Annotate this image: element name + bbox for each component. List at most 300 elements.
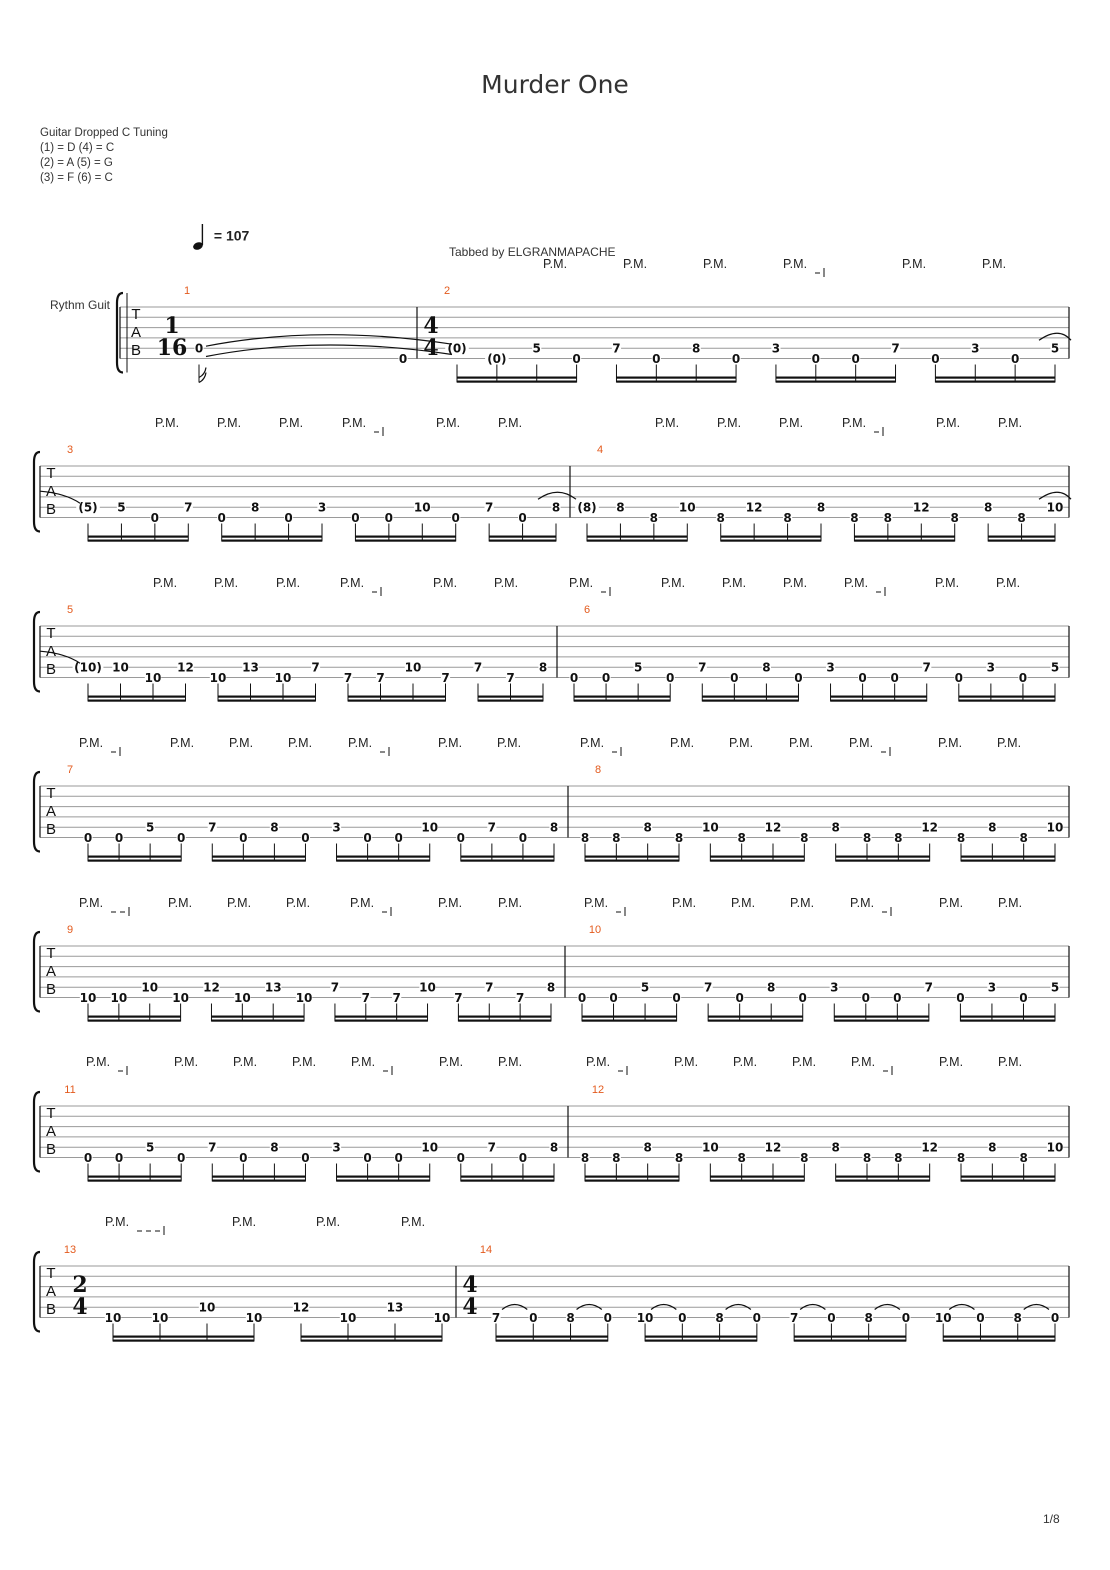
palm-mute-label: P.M. — [232, 1055, 258, 1069]
palm-mute-label: P.M. — [315, 1215, 341, 1229]
fret-number: 0 — [572, 352, 581, 366]
palm-mute-label: P.M. — [285, 896, 311, 910]
tab-clef-b: B — [45, 1141, 57, 1158]
fret-number: 10 — [209, 671, 227, 685]
tab-clef-b: B — [45, 501, 57, 518]
fret-number: 12 — [921, 820, 939, 835]
beam — [478, 696, 543, 698]
palm-mute-label: P.M. — [935, 416, 961, 430]
palm-mute-label: P.M. — [152, 576, 178, 590]
tuning-line-1: (1) = D (4) = C — [40, 142, 115, 154]
fret-number: 7 — [891, 341, 900, 356]
fret-number: 8 — [692, 341, 701, 356]
beam — [702, 696, 798, 698]
palm-mute-label: P.M. — [997, 896, 1023, 910]
palm-mute-label: P.M. — [291, 1055, 317, 1069]
fret-number: 0 — [752, 1311, 762, 1325]
fret-number: 0 — [678, 1311, 687, 1325]
fret-number: 10 — [419, 980, 436, 995]
beam — [478, 700, 543, 702]
palm-mute-label: P.M. — [154, 416, 180, 430]
fret-number: 8 — [894, 1151, 903, 1165]
fret-number: 0 — [798, 991, 807, 1005]
fret-number: 10 — [295, 991, 313, 1005]
beam — [708, 1016, 803, 1018]
beam — [988, 540, 1055, 542]
beam — [834, 1016, 929, 1018]
beam — [335, 1020, 428, 1022]
fret-number: 10 — [934, 1311, 952, 1325]
beam — [88, 1020, 181, 1022]
beam — [211, 1016, 304, 1018]
fret-number: 0 — [451, 511, 460, 525]
beam — [616, 381, 736, 383]
fret-number: 0 — [363, 1151, 372, 1165]
tab-clef-a: A — [45, 803, 57, 820]
beam — [337, 856, 430, 858]
measure-number: 13 — [63, 1244, 77, 1256]
fret-number: 5 — [1050, 660, 1060, 675]
fret-number: 7 — [311, 660, 320, 675]
fret-number: 10 — [79, 991, 97, 1005]
beam — [645, 1336, 757, 1338]
fret-number: 12 — [921, 1140, 939, 1155]
measure-number: 4 — [596, 444, 604, 456]
fret-number: 3 — [830, 980, 839, 995]
beam — [959, 696, 1055, 698]
beam — [988, 536, 1055, 538]
fret-number: 7 — [506, 671, 515, 685]
fret-number: 0 — [363, 831, 372, 845]
fret-number: 3 — [332, 1140, 341, 1155]
fret-number: 10 — [433, 1311, 451, 1325]
palm-mute-label: P.M. — [231, 1215, 257, 1229]
tuning-line-2: (2) = A (5) = G — [40, 157, 113, 169]
palm-mute-label: P.M. — [934, 576, 960, 590]
fret-number: 0 — [901, 1311, 911, 1325]
fret-number: 0 — [301, 831, 310, 845]
tab-clef-t: T — [46, 1265, 56, 1282]
palm-mute-label: P.M. — [493, 576, 519, 590]
fret-number: 8 — [549, 820, 559, 835]
palm-mute-label: P.M. — [843, 576, 869, 590]
beam — [721, 536, 821, 538]
fret-number: 0 — [731, 352, 741, 366]
tie-arc — [206, 345, 452, 357]
beam — [587, 540, 687, 542]
beam — [960, 1020, 1055, 1022]
palm-mute-label: P.M. — [583, 896, 609, 910]
beam — [710, 1176, 804, 1178]
fret-number: 7 — [330, 980, 340, 995]
palm-mute-label: P.M. — [716, 416, 742, 430]
fret-number: 8 — [674, 1151, 684, 1165]
beam — [574, 696, 670, 698]
palm-mute-label: P.M. — [497, 896, 523, 910]
fret-number: 8 — [270, 820, 279, 835]
fret-number: 7 — [789, 1311, 799, 1325]
time-signature-top: 4 — [462, 1272, 478, 1298]
beam — [113, 1340, 254, 1342]
fret-number: 0 — [284, 511, 293, 525]
system-bracket — [34, 1252, 40, 1332]
tab-clef-a: A — [45, 483, 57, 500]
tab-clef-b: B — [130, 342, 142, 359]
tab-clef-t: T — [46, 1105, 56, 1122]
fret-number: 0 — [150, 511, 160, 525]
tab-credit: Tabbed by ELGRANMAPACHE — [449, 245, 616, 259]
palm-mute-label: P.M. — [995, 576, 1021, 590]
fret-number: 8 — [894, 831, 903, 845]
palm-mute-label: P.M. — [848, 736, 874, 750]
fret-number: 5 — [145, 1140, 155, 1155]
fret-number: 7 — [208, 820, 217, 835]
beam — [708, 1020, 803, 1022]
fret-number: 3 — [317, 500, 327, 515]
beam — [335, 1016, 428, 1018]
beam — [461, 1180, 554, 1182]
fret-number: 8 — [566, 1311, 575, 1325]
palm-mute-label: P.M. — [226, 896, 252, 910]
fret-number: 8 — [643, 820, 652, 835]
fret-number: 10 — [110, 991, 128, 1005]
beam — [496, 1336, 608, 1338]
palm-mute-label: P.M. — [496, 736, 522, 750]
fret-number: 0 — [1018, 671, 1028, 685]
beam — [489, 540, 556, 542]
fret-number: 12 — [177, 660, 194, 675]
fret-number: 0 — [893, 991, 902, 1005]
fret-number: 0 — [956, 991, 965, 1005]
fret-number: 7 — [473, 660, 483, 675]
fret-number: 0 — [1010, 352, 1020, 366]
fret-number: 10 — [701, 1140, 719, 1155]
fret-number: 10 — [144, 671, 162, 685]
beam — [854, 536, 954, 538]
palm-mute-label: P.M. — [497, 416, 523, 430]
beam — [218, 700, 316, 702]
fret-number: 3 — [986, 660, 996, 675]
beam — [337, 860, 430, 862]
beam — [961, 1180, 1055, 1182]
palm-mute-label: P.M. — [585, 1055, 611, 1069]
beam — [961, 1176, 1055, 1178]
beam — [943, 1340, 1055, 1342]
fret-number: 0 — [217, 511, 226, 525]
palm-mute-label: P.M. — [278, 416, 304, 430]
beam — [337, 1176, 430, 1178]
fret-number: 8 — [715, 1311, 724, 1325]
palm-mute-label: P.M. — [669, 736, 695, 750]
tab-clef-b: B — [45, 981, 57, 998]
palm-mute-label: P.M. — [730, 896, 756, 910]
beam — [836, 856, 930, 858]
beam — [854, 540, 954, 542]
fret-number: 8 — [612, 1151, 621, 1165]
palm-mute-label: P.M. — [497, 1055, 523, 1069]
fret-number: 5 — [1050, 980, 1060, 995]
measure-number: 14 — [479, 1244, 493, 1256]
beam — [88, 536, 188, 538]
tie-arc — [1039, 492, 1071, 499]
beam — [794, 1336, 906, 1338]
beam — [457, 381, 577, 383]
fret-number: 3 — [971, 341, 980, 356]
time-signature-top: 1 — [164, 313, 180, 339]
system-bracket — [34, 1092, 40, 1172]
fret-number: 8 — [737, 1151, 746, 1165]
fret-number: 8 — [762, 660, 771, 675]
fret-number: 5 — [532, 341, 541, 356]
page-number: 1/8 — [1043, 1512, 1060, 1526]
fret-number: 0 — [811, 352, 820, 366]
palm-mute-label: P.M. — [85, 1055, 111, 1069]
fret-number: 8 — [737, 831, 746, 845]
system-bracket — [34, 772, 40, 852]
palm-mute-label: P.M. — [841, 416, 867, 430]
palm-mute-label: P.M. — [432, 576, 458, 590]
beam — [585, 1180, 679, 1182]
fret-number: 8 — [612, 831, 621, 845]
fret-number: 10 — [245, 1311, 263, 1325]
fret-number: 10 — [678, 500, 696, 515]
beam — [348, 700, 446, 702]
fret-number: 0 — [976, 1311, 985, 1325]
fret-number: 0 — [1050, 1311, 1060, 1325]
fret-number: 8 — [862, 831, 872, 845]
tab-clef-t: T — [46, 945, 56, 962]
fret-number: 8 — [767, 980, 776, 995]
tab-clef-a: A — [130, 324, 142, 341]
fret-number: 0 — [114, 831, 124, 845]
measure-number: 8 — [594, 764, 602, 776]
fret-number: 8 — [643, 1140, 652, 1155]
fret-number: 13 — [386, 1300, 404, 1315]
fret-number: 10 — [413, 500, 431, 515]
beam — [959, 700, 1055, 702]
palm-mute-label: P.M. — [996, 736, 1022, 750]
song-title: Murder One — [481, 70, 629, 99]
fret-number: 8 — [783, 511, 792, 525]
tempo-value: = 107 — [213, 227, 250, 244]
palm-mute-label: P.M. — [778, 416, 804, 430]
beam — [776, 381, 896, 383]
fret-number: 5 — [145, 820, 155, 835]
time-signature-bottom: 16 — [156, 335, 188, 361]
beam — [836, 860, 930, 862]
fret-number: 13 — [242, 660, 259, 675]
fret-number: 0 — [83, 1151, 93, 1165]
palm-mute-label: P.M. — [173, 1055, 199, 1069]
beam — [355, 540, 455, 542]
beam — [461, 856, 554, 858]
tuning-line-3: (3) = F (6) = C — [40, 172, 113, 184]
beam — [935, 377, 1055, 379]
fret-number: 7 — [208, 1140, 217, 1155]
fret-number: 12 — [912, 500, 930, 515]
fret-number: 8 — [831, 1140, 840, 1155]
fret-number: 8 — [950, 511, 959, 525]
system-bracket — [34, 932, 40, 1012]
fret-number: 8 — [546, 980, 556, 995]
tie-arc — [1039, 333, 1071, 340]
fret-number: 0 — [735, 991, 744, 1005]
fret-number: (8) — [577, 500, 597, 515]
beam — [458, 1016, 551, 1018]
tab-clef-t: T — [46, 465, 56, 482]
fret-number: 7 — [441, 671, 450, 685]
beam — [88, 1176, 181, 1178]
fret-number: 0 — [194, 341, 204, 356]
palm-mute-label: P.M. — [671, 896, 697, 910]
fret-number: 8 — [800, 1151, 809, 1165]
fret-number: 8 — [549, 1140, 559, 1155]
fret-number: 0 — [398, 352, 408, 366]
beam — [776, 377, 896, 379]
fret-number: 8 — [883, 511, 893, 525]
fret-number: 10 — [404, 660, 422, 675]
beam — [113, 1336, 254, 1338]
fret-number: 8 — [1017, 511, 1026, 525]
palm-mute-label: P.M. — [660, 576, 686, 590]
fret-number: (5) — [78, 500, 98, 515]
palm-mute-label: P.M. — [622, 257, 648, 271]
palm-mute-label: P.M. — [169, 736, 195, 750]
fret-number: 12 — [764, 820, 782, 835]
palm-mute-label: P.M. — [937, 736, 963, 750]
palm-mute-label: P.M. — [167, 896, 193, 910]
palm-mute-label: P.M. — [782, 576, 808, 590]
fret-number: 3 — [826, 660, 835, 675]
fret-number: 7 — [485, 980, 494, 995]
fret-number: 7 — [184, 500, 193, 515]
fret-number: 10 — [1046, 1140, 1064, 1155]
time-signature-top: 4 — [423, 313, 439, 339]
fret-number: 10 — [421, 820, 439, 835]
fret-number: 7 — [361, 991, 370, 1005]
beam — [212, 1176, 305, 1178]
measure-number: 5 — [66, 604, 74, 616]
palm-mute-label: P.M. — [347, 736, 373, 750]
tab-clef-b: B — [45, 1301, 57, 1318]
beam — [582, 1020, 677, 1022]
fret-number: 10 — [233, 991, 251, 1005]
fret-number: 12 — [292, 1300, 310, 1315]
fret-number: 0 — [931, 352, 940, 366]
palm-mute-label: P.M. — [437, 896, 463, 910]
fret-number: 0 — [518, 831, 528, 845]
fret-number: 5 — [633, 660, 643, 675]
fret-number: 7 — [924, 980, 934, 995]
fret-number: 7 — [698, 660, 707, 675]
tab-clef-a: A — [45, 1283, 57, 1300]
fret-number: 8 — [551, 500, 561, 515]
track-name: Rythm Guit — [50, 298, 111, 312]
measure-number: 9 — [66, 924, 74, 936]
beam — [721, 540, 821, 542]
tab-clef-b: B — [45, 661, 57, 678]
fret-number: 7 — [454, 991, 463, 1005]
fret-number: 0 — [603, 1311, 612, 1325]
palm-mute-label: P.M. — [78, 736, 104, 750]
palm-mute-label: P.M. — [850, 1055, 876, 1069]
fret-number: 8 — [864, 1311, 873, 1325]
palm-mute-label: P.M. — [104, 1215, 130, 1229]
beam — [834, 1020, 929, 1022]
measure-number: 6 — [583, 604, 591, 616]
palm-mute-label: P.M. — [349, 896, 375, 910]
fret-number: 8 — [983, 500, 993, 515]
beam — [88, 856, 181, 858]
beam — [710, 860, 804, 862]
palm-mute-label: P.M. — [287, 736, 313, 750]
fret-number: 0 — [577, 991, 587, 1005]
palm-mute-label: P.M. — [728, 736, 754, 750]
fret-number: 0 — [954, 671, 963, 685]
beam — [458, 1020, 551, 1022]
fret-number: 7 — [487, 1140, 497, 1155]
fret-number: 0 — [83, 831, 93, 845]
palm-mute-label: P.M. — [438, 1055, 464, 1069]
beam — [211, 1020, 304, 1022]
beam — [794, 1340, 906, 1342]
fret-number: 0 — [794, 671, 803, 685]
palm-mute-label: P.M. — [216, 416, 242, 430]
beam — [218, 696, 316, 698]
beam — [496, 1340, 608, 1342]
beam — [961, 860, 1055, 862]
palm-mute-label: P.M. — [579, 736, 605, 750]
palm-mute-label: P.M. — [997, 416, 1023, 430]
fret-number: 0 — [601, 671, 611, 685]
fret-number: 8 — [649, 511, 659, 525]
beam — [960, 1016, 1055, 1018]
fret-number: 8 — [956, 831, 966, 845]
fret-number: 0 — [394, 1151, 403, 1165]
tab-clef-b: B — [45, 821, 57, 838]
fret-number: 0 — [239, 831, 248, 845]
fret-number: 10 — [104, 1311, 122, 1325]
fret-number: 0 — [672, 991, 681, 1005]
beam — [710, 856, 804, 858]
palm-mute-label: P.M. — [849, 896, 875, 910]
fret-number: 0 — [851, 352, 860, 366]
fret-number: 13 — [264, 980, 282, 995]
beam — [582, 1016, 677, 1018]
time-signature-bottom: 4 — [462, 1294, 478, 1320]
palm-mute-label: P.M. — [981, 257, 1007, 271]
fret-number: 12 — [203, 980, 220, 995]
fret-number: 8 — [616, 500, 625, 515]
beam — [461, 860, 554, 862]
fret-number: 7 — [515, 991, 525, 1005]
beam — [212, 1180, 305, 1182]
beam — [645, 1340, 757, 1342]
palm-mute-label: P.M. — [437, 736, 463, 750]
palm-mute-label: P.M. — [654, 416, 680, 430]
beam — [301, 1340, 442, 1342]
fret-number: 0 — [351, 511, 360, 525]
fret-number: 8 — [1013, 1311, 1022, 1325]
fret-number: 0 — [827, 1311, 836, 1325]
fret-number: 8 — [988, 1140, 997, 1155]
beam — [836, 1176, 930, 1178]
fret-number: 0 — [569, 671, 579, 685]
palm-mute-label: P.M. — [568, 576, 594, 590]
tab-clef-t: T — [46, 785, 56, 802]
fret-number: 0 — [518, 511, 527, 525]
fret-number: 10 — [151, 1311, 169, 1325]
